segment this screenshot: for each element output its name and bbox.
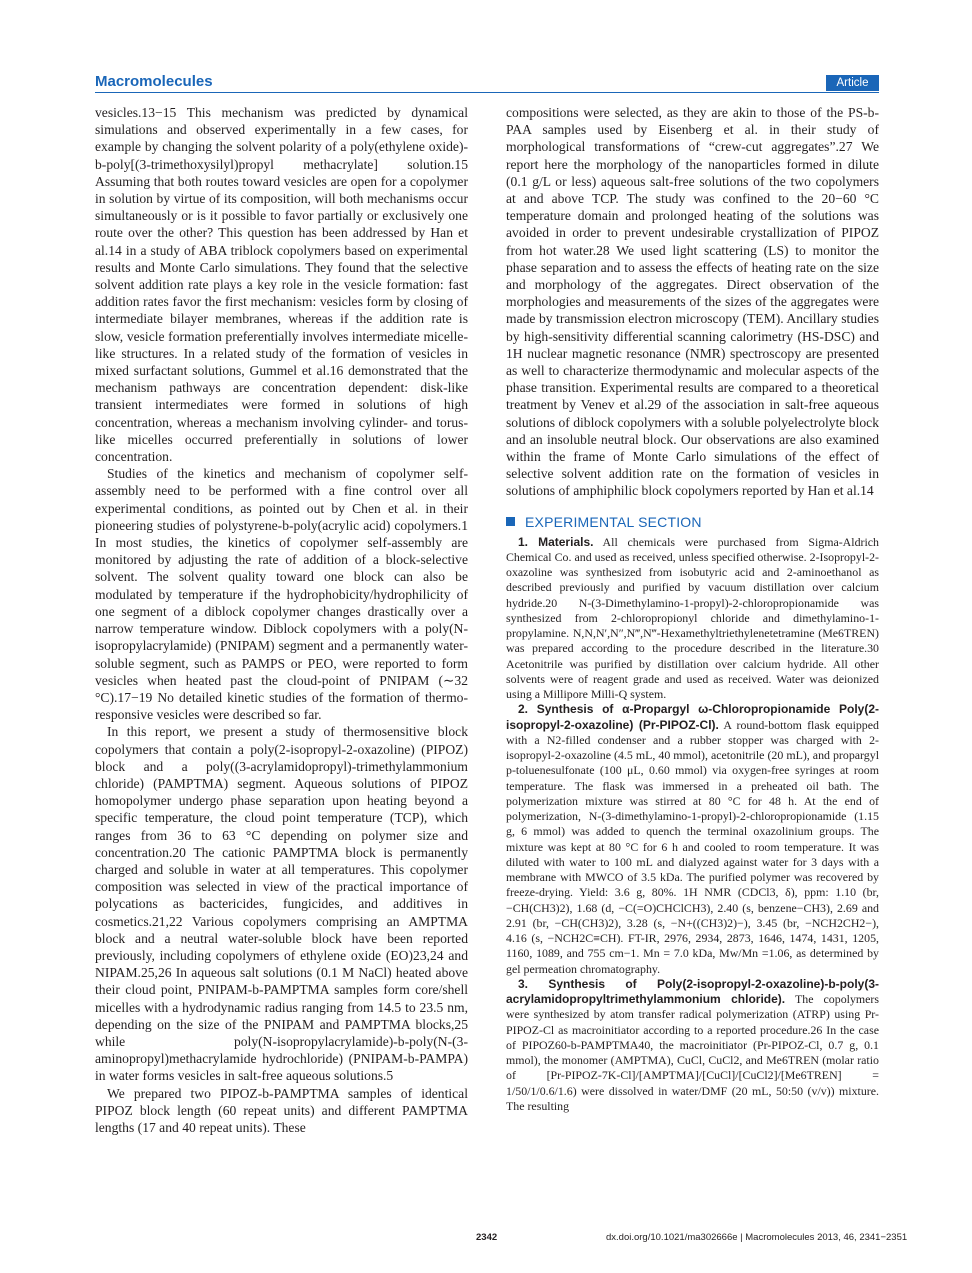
citation-footer: dx.doi.org/10.1021/ma302666e | Macromolecules 2013, 46, 2341−2351 <box>606 1232 908 1243</box>
journal-title: Macromolecules <box>95 73 213 90</box>
paragraph: vesicles.13−15 This mechanism was predicted by dynamical simulations and observed experimentally in a few cases, for example by changing the solvent polarity of a poly(ethylene oxide)-b-poly[(3-trimethoxysilyl)propyl methacrylate] solution.15 Assuming that both routes toward vesicles are open for a copolymer in solution by virtue of its composition, will both mechanisms occur simultaneously or is it possible to favor partially or exclusively one route over the other? This question has been addressed by Han et al.14 in a study of ABA triblock copolymers based on experimental results and Monte Carlo simulations. They found that the selective solvent addition rate plays a key role in the vesicle formation: fast addition rates favor the first mechanism: vesicles form by closing of intermediate bilayer membranes, whereas if the addition rate is slow, vesicle formation preferentially involves intermediate micelle-like structures. In a related study of the formation of vesicles in mixed surfactant solutions, Gummel et al.16 demonstrated that the mechanism pathways are concentration dependent: disk-like transient intermediates were formed in solutions of high concentration, whereas a mechanism involving cylinder- and torus-like micelles occurred preferentially in solutions of lower concentration. <box>95 105 468 465</box>
paragraph: In this report, we present a study of thermosensitive block copolymers that contain a poly(2-isopropyl-2-oxazoline) (PIPOZ) block and a poly((3-acrylamidopropyl)-trimethylammonium chloride) (PAMPTMA) segment. Aqueous solutions of PIPOZ homopolymer undergo phase separation upon heating beyond a specific temperature, the cloud point temperature (TCP), which ranges from 36 to 63 °C depending on polymer size and concentration.20 The cationic PAMPTMA block is permanently charged and soluble in water at all temperatures. This copolymer composition was selected in view of the practical importance of polycations as bactericides, fungicides, and additives in cosmetics.21,22 Various copolymers comprising an AMPTMA block and a neutral water-soluble block have been reported previously, including copolymers of ethylene oxide (EO)23,24 and NIPAM.25,26 In aqueous salt solutions (0.1 M NaCl) heated above their cloud point, PNIPAM-b-PAMPTMA samples form core/shell micelles with a hydrodynamic radius ranging from 14.5 to 23.5 nm, depending on the size of the PNIPAM and PAMPTMA blocks,25 while poly(N-isopropylacrylamide)-b-poly(N-(3-aminopropyl)methacrylamide hydrochloride) (PNIPAM-b-PAMPA) in water forms vesicles in salt-free aqueous solutions.5 <box>95 724 468 1084</box>
subsection <box>506 977 879 1114</box>
left-column <box>95 104 468 1136</box>
subsection <box>506 702 879 977</box>
subsection-text: A round-bottom flask equipped with a N2-filled condenser and a rubber stopper was charged with 2-isopropyl-2-oxazoline (4.5 mL, 40 mmol), acetonitrile (20 mL), and propargyl p-toluenesulfonate (100 μL, 0.60 mmol) via oxygen-free syringes at room temperature. The flask was immersed in a preheated oil bath. The polymerization mixture was stirred at 80 °C for 48 h. At the end of polymerization, N-(3-dimethylamino-1-propyl)-2-chloropropionamide (1.15 g, 6 mmol) was added to quench the terminal oxazolinium groups. The mixture was kept at 80 °C for 6 h and cooled to room temperature. It was diluted with water to 100 mL and dialyzed against water for 3 days with a membrane with MWCO of 3.5 kDa. The purified polymer was recovered by freeze-drying. Yield: 3.6 g, 80%. 1H NMR (CDCl3, δ), ppm: 1.10 (br, −CH(CH3)2), 1.68 (d, −C(=O)CHClCH3), 2.40 (s, benzene−CH3), 2.69 and 2.91 (br, −CH(CH3)2), 3.28 (s, −N+((CH3)2)−), 3.45 (br, −NCH2CH2−), 4.16 (s, −NCH2C≡CH). FT-IR, 2976, 2934, 2873, 1646, 1474, 1431, 1205, 1160, 1089, and 755 cm−1. Mn = 7.0 kDa, Mw/Mn =1.06, as determined by gel permeation chromatography. <box>506 717 879 976</box>
header-rule <box>95 92 879 93</box>
section-marker-icon <box>506 517 515 526</box>
subsection-text: All chemicals were purchased from Sigma-Aldrich Chemical Co. and used as received, unless specified otherwise. 2-Isopropyl-2-oxazoline was synthesized from isobutyric acid and 2-aminoethanol as described previously and purified by vacuum distillation over calcium hydride.20 N-(3-Dimethylamino-1-propyl)-2-chloropropionamide was synthesized from 2-chloropropionyl chloride and dimethylamino-1-propylamine. N,N,N′,N″,N‴,N‴-Hexamethyltriethylenetetramine (Me6TREN) was prepared according to the procedure described in the literature.30 Acetonitrile was purified by distillation over calcium hydride. All other solvents were of reagent grade and used as received. Water was deionized using a Millipore Milli-Q system. <box>506 534 880 702</box>
paragraph: Studies of the kinetics and mechanism of copolymer self-assembly need to be performed with a fine control over all experimental conditions, as pointed out by Chen et al. in their pioneering studies of polystyrene-b-poly(acrylic acid) copolymers.1 In most studies, the kinetics of copolymer self-assembly are monitored by adjusting the rate of addition of a block-selective solvent. The solvent quality toward one block can also be modulated by temperature if the hydrophobicity/hydrophilicity of one segment of a diblock copolymer changes drastically over a narrow temperature window. Diblock copolymers with a poly(N-isopropylacrylamide) (PNIPAM) segment and a permanently water-soluble segment, such as PAMPS or PEO, were reported to form vesicles when heated past the cloud-point of PNIPAM (∼32 °C).17−19 No detailed kinetic studies of the formation of thermo-responsive vesicles were described so far. <box>95 466 468 723</box>
paragraph: We prepared two PIPOZ-b-PAMPTMA samples of identical PIPOZ block length (60 repeat units) and different PAMPTMA lengths (17 and 40 repeat units). These <box>95 1085 468 1135</box>
paragraph: compositions were selected, as they are akin to those of the PS-b-PAA samples used by Eisenberg et al. in their study of morphological transformations of “crew-cut aggregates”.27 We report here the morphology of the nanoparticles formed in dilute (0.1 g/L or less) aqueous salt-free solutions of the two copolymers at and above TCP. The study was confined to the 20−60 °C temperature domain and prolonged heating of the solutions was avoided in order to prevent undesirable crystallization of PIPOZ from hot water.28 We used light scattering (LS) to monitor the phase separation and to assess the effects of heating rate on the size and morphology of the aggregates. Direct observation of the morphologies and measurements of the sizes of the aggregates were made by transmission electron microscopy (TEM). Ancillary studies by high-sensitivity differential scanning calorimetry (HS-DSC) and 1H nuclear magnetic resonance (NMR) spectroscopy are presented as well to characterize thermodynamic and molecular aspects of the phase transition. Experimental results are compared to a theoretical treatment by Venev et al.29 of the association in salt-free aqueous solutions of diblock copolymers with a soluble polyelectrolyte block and an insoluble neutral block. Our observations are also examined within the frame of Monte Carlo simulations of the effect of selective solvent addition rate on the formation of vesicles in solutions of amphiphilic block copolymers reported by Han et al.14 <box>506 105 880 499</box>
subsection <box>506 535 879 703</box>
subsection-text: The copolymers were synthesized by atom transfer radical polymerization (ATRP) using Pr-PIPOZ-Cl as macroinitiator according to a reported procedure.26 In the case of PIPOZ60-b-PAMPTMA40, the macroinitiator (Pr-PIPOZ-Cl, 0.7 g, 0.1 mmol), the monomer (AMPTMA), CuCl, CuCl2, and Me6TREN (molar ratio of [Pr-PIPOZ-7K-Cl]/[AMPTMA]/[CuCl]/[CuCl2]/[Me6TREN] = 1/50/1/0.6/1.6) were dissolved in water/DMF (20 mL, 50:50 (v/v)) mixture. The resulting <box>506 992 879 1113</box>
section-heading <box>506 514 879 530</box>
subsection-heading: 3. Synthesis of Poly(2-isopropyl-2-oxazoline)-b-poly(3-acrylamidopropyltrimethylammonium chloride). <box>506 976 879 1007</box>
right-column <box>506 104 879 1114</box>
section-heading-text: EXPERIMENTAL SECTION <box>525 513 702 530</box>
article-badge: Article <box>826 75 879 91</box>
subsection-heading: 1. Materials. <box>518 534 594 549</box>
page-number: 2342 <box>476 1232 498 1243</box>
subsection-heading: 2. Synthesis of α-Propargyl ω-Chloropropionamide Poly(2-isopropyl-2-oxazoline) (Pr-PIPOZ-Cl). <box>506 702 879 732</box>
